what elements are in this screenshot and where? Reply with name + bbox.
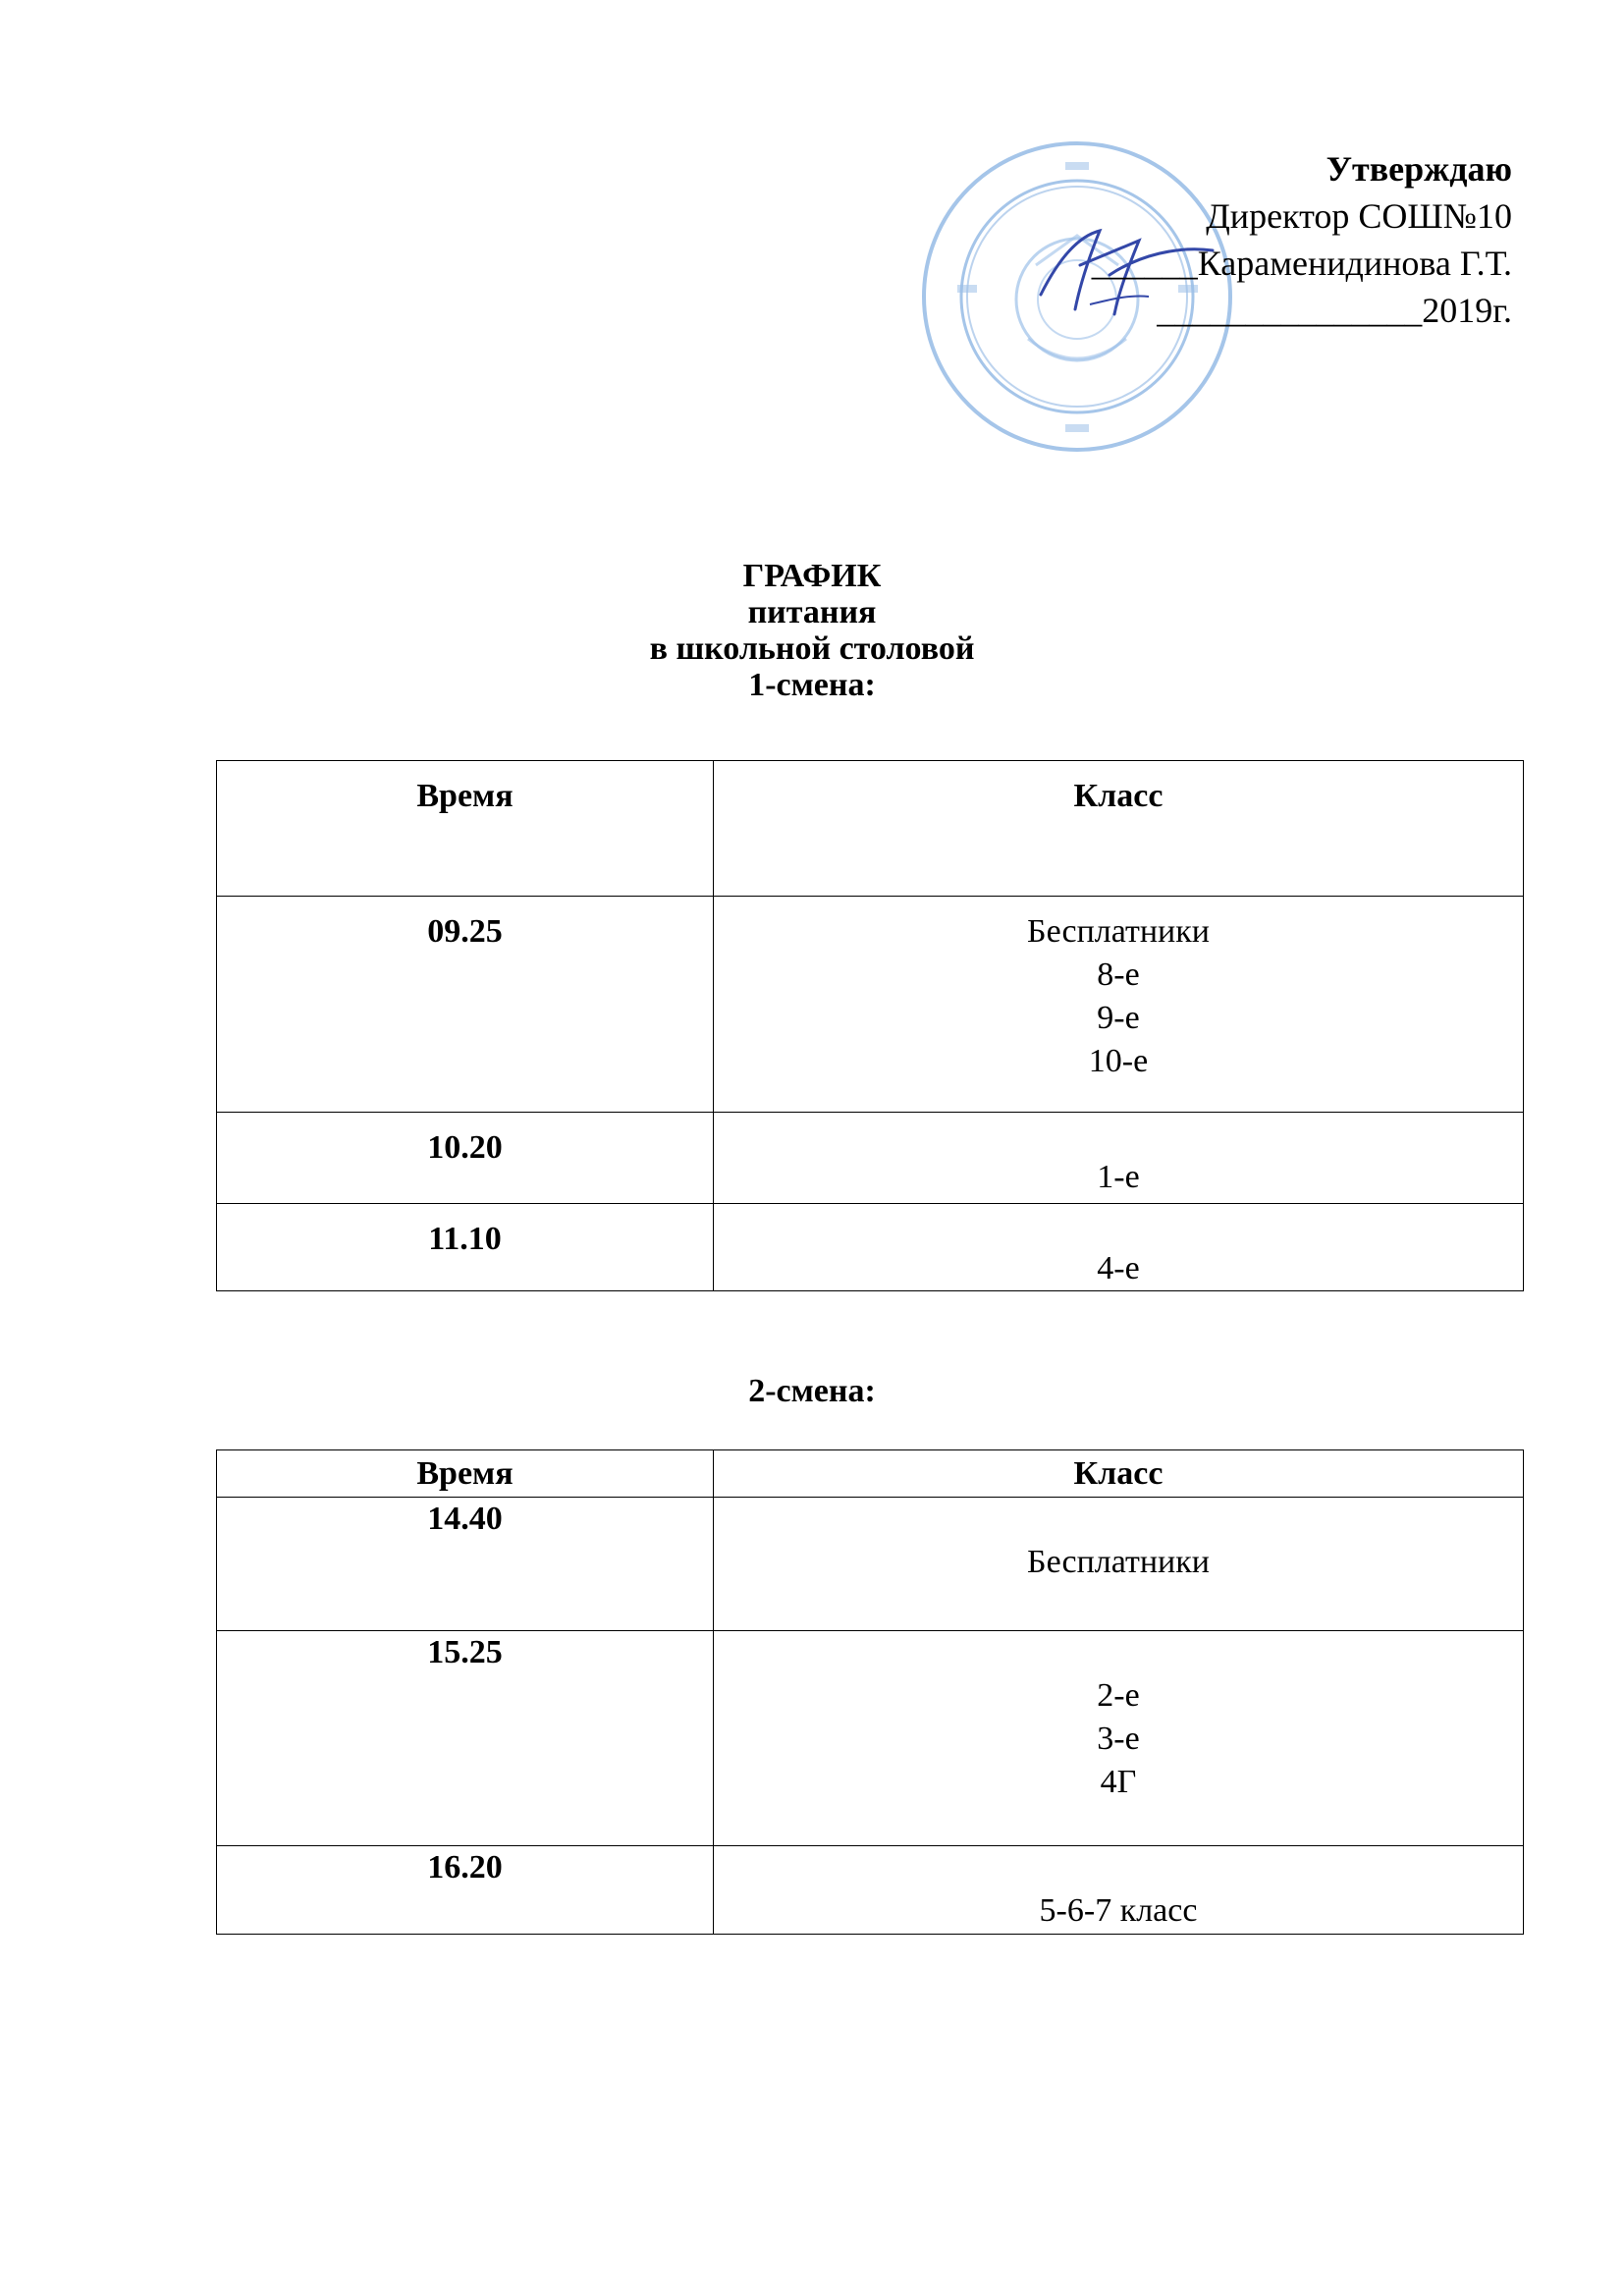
approval-name: ______Караменидинова Г.Т. xyxy=(1091,244,1512,283)
table-row xyxy=(217,1113,1524,1204)
row-classes: 5-6-7 класс xyxy=(714,1846,1524,1935)
approval-date: _______________2019г. xyxy=(1157,291,1512,330)
row-classes: 2-е 3-е 4Г xyxy=(714,1631,1524,1846)
row-classes: Бесплатники xyxy=(714,1498,1524,1631)
shift2-table xyxy=(216,1449,1524,1935)
approval-heading: Утверждаю xyxy=(1326,149,1512,189)
shift2-title: 2-смена: xyxy=(748,1373,876,1409)
table-row xyxy=(217,1204,1524,1291)
table-header-row xyxy=(217,1450,1524,1498)
table-row xyxy=(217,1631,1524,1846)
row-time: 16.20 xyxy=(217,1846,714,1935)
header-class: Класс xyxy=(714,761,1524,897)
shift1-table xyxy=(216,760,1524,1291)
title-line3: в школьной столовой xyxy=(649,630,975,667)
row-time: 15.25 xyxy=(217,1631,714,1846)
row-classes: 1-е xyxy=(714,1113,1524,1204)
row-classes: 4-е xyxy=(714,1204,1524,1291)
row-time: 11.10 xyxy=(217,1204,714,1291)
table-row xyxy=(217,897,1524,1113)
header-class: Класс xyxy=(714,1450,1524,1498)
document-title xyxy=(0,558,1624,703)
row-time: 10.20 xyxy=(217,1113,714,1204)
row-classes: Бесплатники 8-е 9-е 10-е xyxy=(714,897,1524,1113)
header-time: Время xyxy=(217,1450,714,1498)
shift1-title: 1-смена: xyxy=(748,667,876,703)
approval-block xyxy=(982,145,1512,334)
title-line1: ГРАФИК xyxy=(742,558,882,594)
table-header-row xyxy=(217,761,1524,897)
table-row xyxy=(217,1498,1524,1631)
approval-position: Директор СОШ№10 xyxy=(1206,196,1512,236)
row-time: 14.40 xyxy=(217,1498,714,1631)
row-time: 09.25 xyxy=(217,897,714,1113)
header-time: Время xyxy=(217,761,714,897)
table-row xyxy=(217,1846,1524,1935)
title-line2: питания xyxy=(747,594,877,630)
